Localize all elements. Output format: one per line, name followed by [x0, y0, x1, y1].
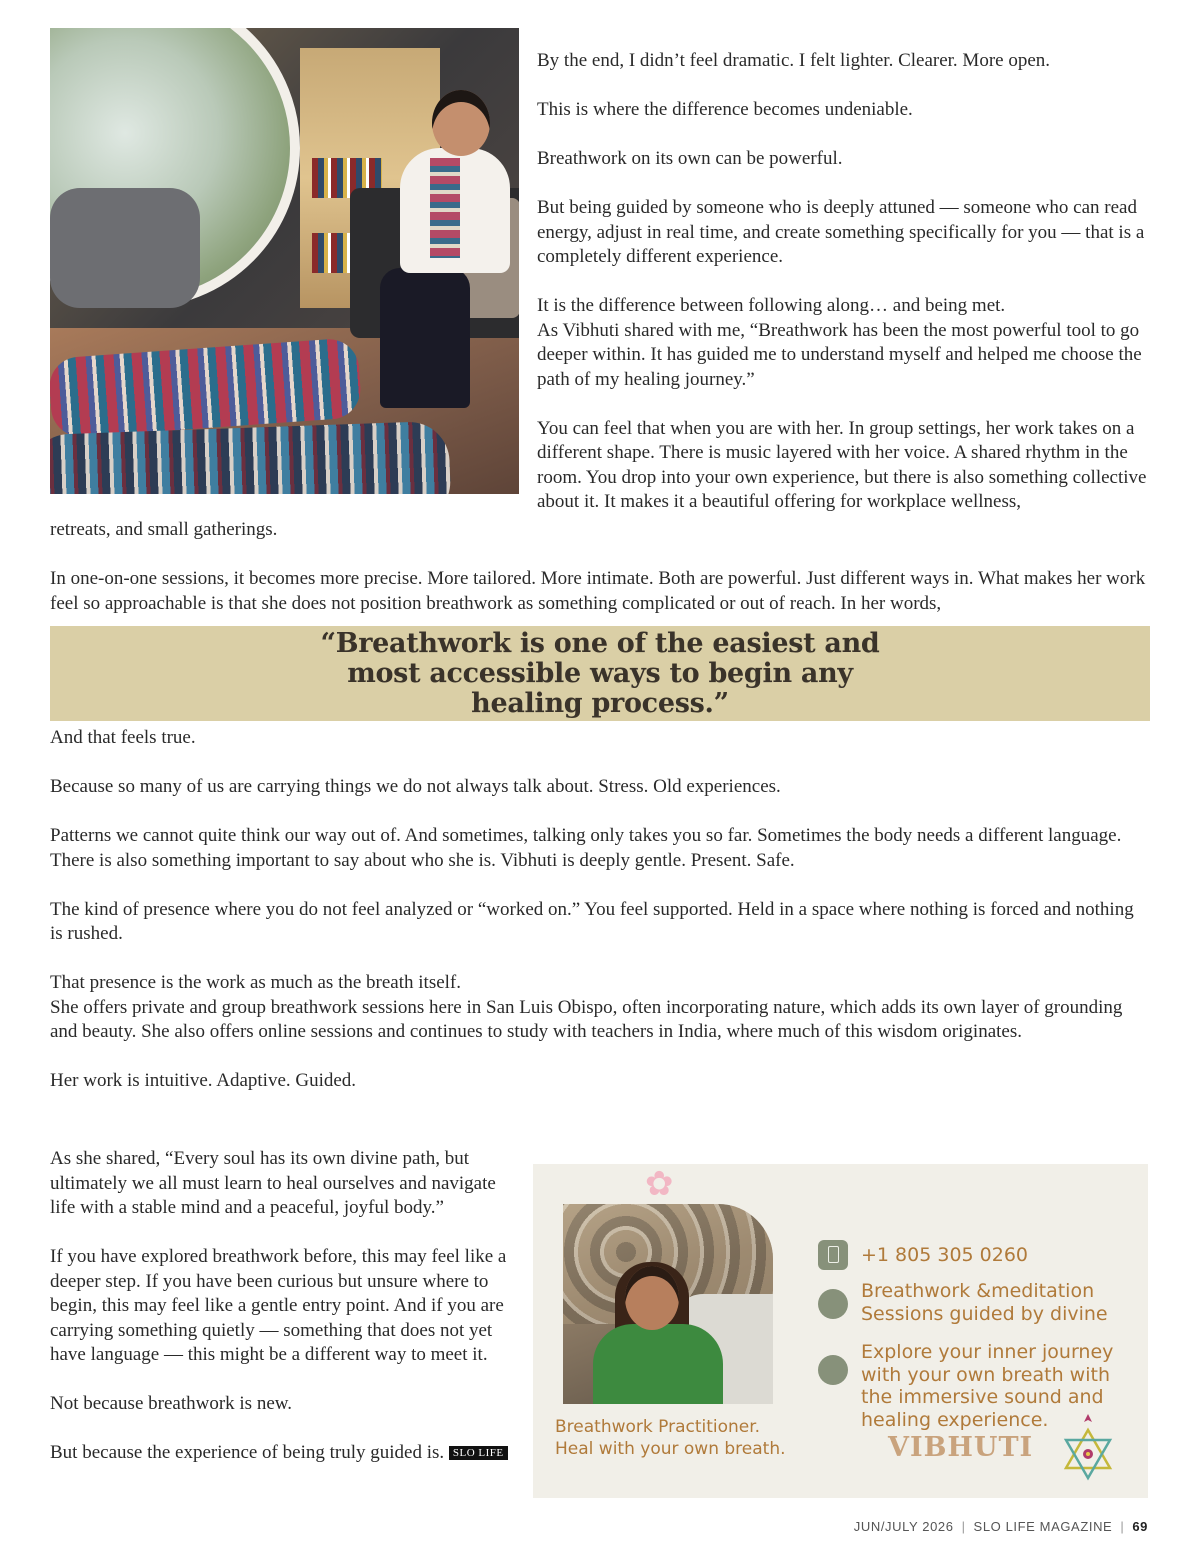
paragraph: But being guided by someone who is deeply attuned — someone who can read energy, adjust in real time, and create something specifically for you — that is a completely different experience.	[537, 197, 1145, 267]
pillow	[50, 188, 200, 308]
lotus-icon: ✿	[645, 1164, 674, 1204]
paragraph: This is where the difference becomes undeniable.	[537, 99, 913, 120]
green-sweater	[593, 1324, 723, 1404]
paragraph: Not because breathwork is new.	[50, 1393, 292, 1414]
paragraph: Breathwork on its own can be powerful.	[537, 148, 843, 169]
paragraph-continuation: retreats, and small gatherings.	[50, 519, 278, 540]
ad-sessions: Breathwork &meditation Sessions guided by divine	[861, 1280, 1108, 1325]
phone-icon	[818, 1240, 848, 1270]
practitioner-photo	[563, 1204, 773, 1404]
divider: |	[961, 1519, 966, 1534]
paragraph: You can feel that when you are with her. In group settings, her work takes on a different shape. There is music layered with her voice. A shared rhythm in the room. You drop into your own experience, but there is also something collective about it. It makes it a beautiful offering for workplace wellness,	[537, 417, 1147, 512]
ad-explore: Explore your inner journey with your own breath with the immersive sound and healing experience.	[861, 1341, 1114, 1431]
paragraph: It is the difference between following along… and being met. As Vibhuti shared with me, “Breathwork has been the most powerful tool to go deeper within. It has guided me to understand myself and helped me choose the path of my healing journey.”	[537, 295, 1142, 390]
paragraph: If you have explored breathwork before, this may feel like a deeper step. If you have been curious but unsure where to begin, this may feel like a gentle entry point. And if you are carrying something quietly — something that does not yet have language — this might be a different way to meet it.	[50, 1246, 507, 1365]
person-legs	[380, 268, 470, 408]
paragraph: Patterns we cannot quite think our way out of. And sometimes, talking only takes you so far. Sometimes the body needs a different language. There is also something important to say about who she is. Vibhuti is deeply gentle. Present. Safe.	[50, 825, 1122, 871]
bullet-icon	[818, 1355, 848, 1385]
left-column-text	[50, 1147, 520, 1466]
full-width-text-b	[50, 726, 1150, 1094]
paragraph: In one-on-one sessions, it becomes more precise. More tailored. More intimate. Both are powerful. Just different ways in. What makes her work feel so approachable is that she does not position breathwork as something complicated or out of reach. In her words,	[50, 568, 1146, 614]
page-footer	[854, 1519, 1148, 1534]
yantra-star-icon	[1058, 1412, 1118, 1482]
divider: |	[1120, 1519, 1125, 1534]
face	[625, 1266, 679, 1330]
pull-quote-text: “Breathwork is one of the easiest and most accessible ways to begin any healing process.”	[320, 627, 880, 719]
ad-phone: +1 805 305 0260	[861, 1244, 1029, 1266]
issue-date: JUN/JULY 2026	[853, 1519, 954, 1534]
person-head	[432, 90, 490, 156]
striped-blanket	[50, 421, 452, 494]
scarf	[430, 158, 460, 258]
ad-tagline: Breathwork Practitioner. Heal with your own breath.	[555, 1417, 786, 1459]
paragraph: As she shared, “Every soul has its own divine path, but ultimately we all must learn to heal ourselves and navigate life with a stable mind and a peaceful, joyful body.”	[50, 1148, 496, 1218]
page-number: 69	[1132, 1519, 1148, 1534]
right-column-text	[537, 49, 1149, 515]
ad-phone-row	[818, 1240, 1028, 1270]
ad-brand-name: VIBHUTI	[888, 1432, 1034, 1463]
paragraph: Her work is intuitive. Adaptive. Guided.	[50, 1070, 357, 1091]
pull-quote-box	[50, 626, 1150, 721]
paragraph: And that feels true.	[50, 727, 196, 748]
vibhuti-advertisement	[533, 1164, 1148, 1498]
closing-text: But because the experience of being truly guided is.	[50, 1442, 445, 1463]
paragraph: That presence is the work as much as the breath itself. She offers private and group breathwork sessions here in San Luis Obispo, often incorporating nature, which adds its own layer of grounding and beauty. She also offers online sessions and continues to study with teachers in India, where much of this wisdom originates.	[50, 972, 1123, 1042]
end-badge: SLO LIFE	[449, 1446, 508, 1460]
bullet-icon	[818, 1289, 848, 1319]
ad-sessions-row	[818, 1280, 1108, 1325]
magazine-name: SLO LIFE MAGAZINE	[973, 1519, 1113, 1534]
paragraph: The kind of presence where you do not feel analyzed or “worked on.” You feel supported. Held in a space where nothing is forced and nothing is rushed.	[50, 898, 1134, 944]
paragraph: By the end, I didn’t feel dramatic. I felt lighter. Clearer. More open.	[537, 50, 1051, 71]
paragraph: Because so many of us are carrying things we do not always talk about. Stress. Old experiences.	[50, 776, 781, 797]
article-photo-breathwork-session	[50, 28, 519, 494]
closing-paragraph	[50, 1441, 520, 1466]
full-width-text-a	[50, 518, 1150, 616]
